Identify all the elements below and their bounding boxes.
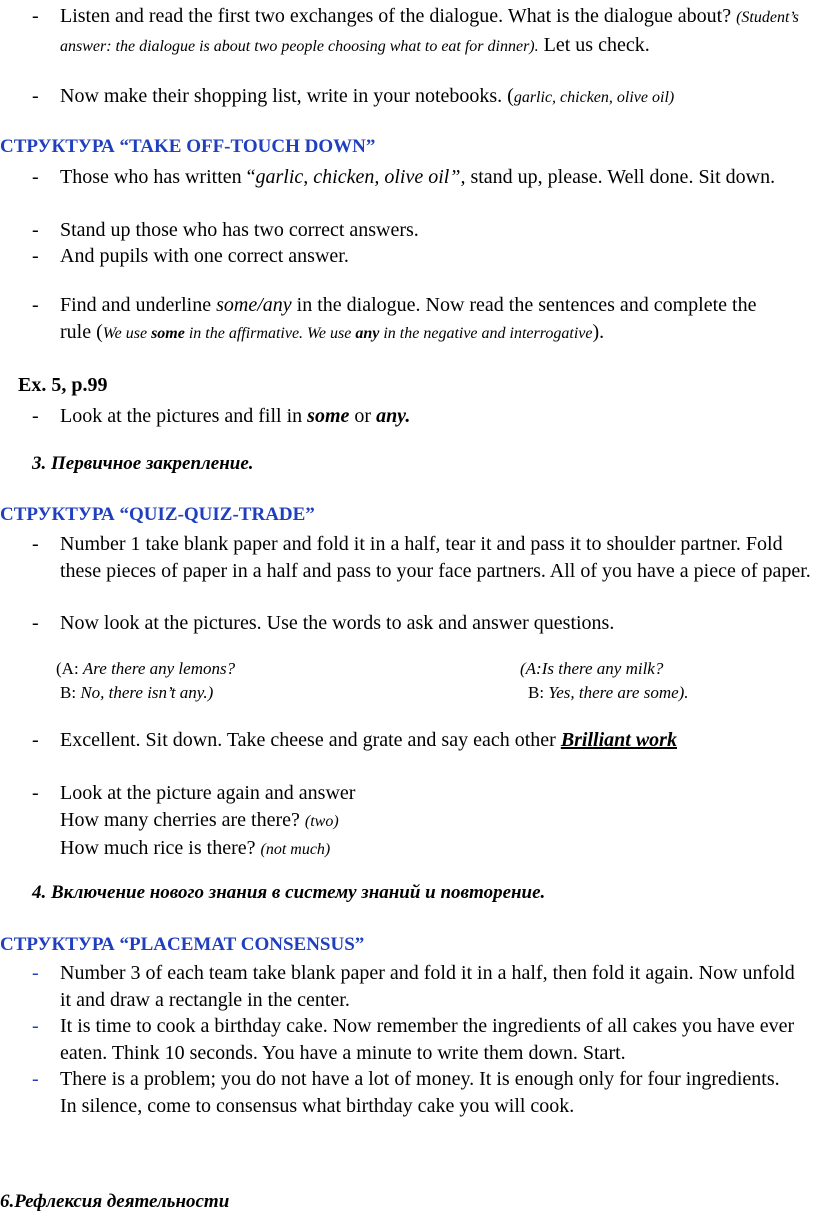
dialogue-example-right: (A:Is there any milk? B: Yes, there are some). <box>520 659 689 702</box>
bullet-dash: - <box>32 1015 39 1037</box>
bullet-dash: - <box>32 782 39 804</box>
list-item-text: Stand up those who has two correct answers. <box>60 219 419 241</box>
list-item-text: Number 3 of each team take blank paper and fold it in a half, then fold it again. Now unfold it and draw a rectangle in the center. <box>60 962 795 1011</box>
bullet-dash: - <box>32 5 39 27</box>
bullet-dash: - <box>32 245 39 267</box>
section-title: 4. Включение нового знания в систему знаний и повторение. <box>32 882 546 903</box>
bullet-dash: - <box>32 962 39 984</box>
list-item-text: And pupils with one correct answer. <box>60 245 349 267</box>
list-item-text: Number 1 take blank paper and fold it in a half, tear it and pass it to shoulder partner. Fold these pieces of paper in a half and pass to your face partners. All of you have a piece of paper. <box>60 533 811 582</box>
bullet-dash: - <box>32 405 39 427</box>
list-item-text: Find and underline some/any in the dialogue. Now read the sentences and complete the rule (We use some in the affirmative. We use any in the negative and interrogative). <box>60 294 757 343</box>
bullet-dash: - <box>32 85 39 107</box>
structure-heading: СТРУКТУРА “QUIZ-QUIZ-TRADE” <box>0 504 315 525</box>
bullet-dash: - <box>32 294 39 316</box>
bullet-dash: - <box>32 533 39 555</box>
section-title: 6.Рефлексия деятельности <box>0 1191 230 1212</box>
section-title: 3. Первичное закрепление. <box>32 453 254 474</box>
list-item-text: It is time to cook a birthday cake. Now remember the ingredients of all cakes you have ever eaten. Think 10 seconds. You have a minute to write them down. Start. <box>60 1015 795 1064</box>
bullet-dash: - <box>32 166 39 188</box>
structure-heading: СТРУКТУРА “TAKE OFF-TOUCH DOWN” <box>0 136 376 157</box>
list-item-text: Now look at the pictures. Use the words to ask and answer questions. <box>60 612 615 634</box>
list-item-text: Now make their shopping list, write in your notebooks. (garlic, chicken, olive oil) <box>60 85 675 107</box>
bullet-dash: - <box>32 612 39 634</box>
list-item-text: Look at the pictures and fill in some or any. <box>60 405 411 427</box>
bullet-dash: - <box>32 1068 39 1090</box>
list-item-text: Listen and read the first two exchanges of the dialogue. What is the dialogue about? (Student’s answer: the dialogue is about two people choosing what to eat for dinner). Let us check. <box>60 5 799 56</box>
bullet-dash: - <box>32 219 39 241</box>
exercise-reference: Ex. 5, p.99 <box>18 374 108 396</box>
list-item-text: There is a problem; you do not have a lot of money. It is enough only for four ingredients. In silence, come to consensus what birthday cake you will cook. <box>60 1068 780 1117</box>
bullet-dash: - <box>32 729 39 751</box>
dialogue-example-left: (A: Are there any lemons? B: No, there isn’t any.) <box>56 659 236 702</box>
list-item-text: Look at the picture again and answer How many cherries are there? (two) How much rice is there? (not much) <box>60 782 356 859</box>
list-item-text: Excellent. Sit down. Take cheese and grate and say each other Brilliant work <box>60 729 677 751</box>
list-item-text: Those who has written “garlic, chicken, olive oil”, stand up, please. Well done. Sit down. <box>60 166 776 188</box>
structure-heading: СТРУКТУРА “PLACEMAT CONSENSUS” <box>0 934 365 955</box>
